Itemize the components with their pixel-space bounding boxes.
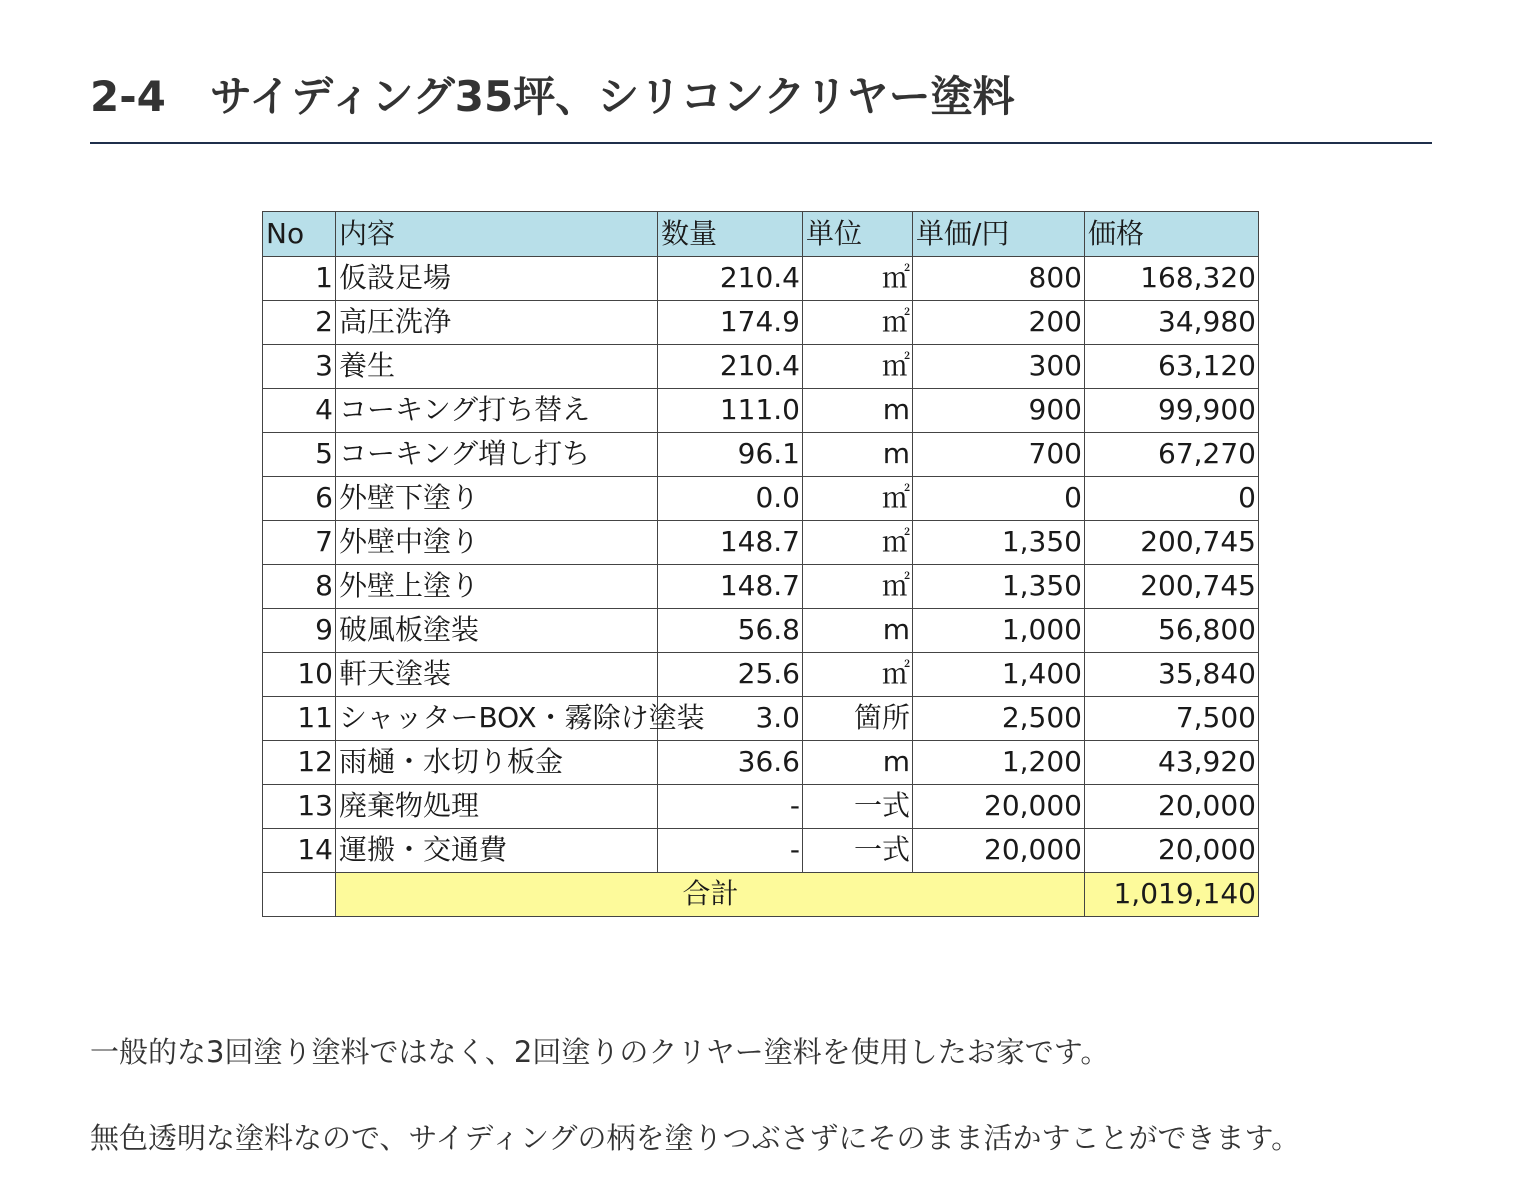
row-amount: 35,840 [1085,653,1259,697]
row-qty: 148.7 [658,565,803,609]
header-amount: 価格 [1085,212,1259,257]
table-row [263,301,1259,345]
row-unit-price: 0 [913,477,1085,521]
row-item: コーキング増し打ち [336,433,658,477]
row-qty: 56.8 [658,609,803,653]
row-qty: 174.9 [658,301,803,345]
row-amount: 200,745 [1085,521,1259,565]
row-qty: 96.1 [658,433,803,477]
row-item: 養生 [336,345,658,389]
row-unit: m [803,609,913,653]
row-unit: ㎡ [803,257,913,301]
table-row [263,565,1259,609]
row-unit-price: 200 [913,301,1085,345]
row-amount: 200,745 [1085,565,1259,609]
table-row [263,521,1259,565]
row-qty: 210.4 [658,345,803,389]
row-unit-price: 1,350 [913,565,1085,609]
row-qty: - [658,829,803,873]
table-row [263,653,1259,697]
row-item: コーキング打ち替え [336,389,658,433]
row-qty: 36.6 [658,741,803,785]
total-empty-cell [263,873,336,917]
table-row [263,609,1259,653]
row-item: 破風板塗装 [336,609,658,653]
row-no: 7 [263,521,336,565]
heading-number: 2-4 [90,72,166,121]
header-no: No [263,212,336,257]
row-unit-price: 700 [913,433,1085,477]
row-qty: 111.0 [658,389,803,433]
table-row [263,785,1259,829]
row-qty: - [658,785,803,829]
header-unit: 単位 [803,212,913,257]
table-row [263,477,1259,521]
estimate-table [262,211,1259,917]
row-item: 仮設足場 [336,257,658,301]
row-amount: 7,500 [1085,697,1259,741]
table-row [263,433,1259,477]
row-no: 2 [263,301,336,345]
row-unit-price: 1,000 [913,609,1085,653]
row-no: 8 [263,565,336,609]
row-unit: 一式 [803,785,913,829]
header-item: 内容 [336,212,658,257]
table-row [263,345,1259,389]
row-no: 14 [263,829,336,873]
row-item: 高圧洗浄 [336,301,658,345]
row-unit: ㎡ [803,521,913,565]
row-amount: 56,800 [1085,609,1259,653]
row-amount: 99,900 [1085,389,1259,433]
row-unit: m [803,741,913,785]
row-unit: 一式 [803,829,913,873]
row-item: 軒天塗装 [336,653,658,697]
row-qty: 148.7 [658,521,803,565]
row-no: 12 [263,741,336,785]
row-item: 廃棄物処理 [336,785,658,829]
estimate-table-image [262,211,1258,917]
row-item: 外壁中塗り [336,521,658,565]
row-amount: 20,000 [1085,785,1259,829]
row-unit: m [803,433,913,477]
row-unit-price: 20,000 [913,829,1085,873]
row-amount: 34,980 [1085,301,1259,345]
row-unit-price: 900 [913,389,1085,433]
row-no: 3 [263,345,336,389]
row-unit: ㎡ [803,301,913,345]
row-amount: 67,270 [1085,433,1259,477]
row-amount: 63,120 [1085,345,1259,389]
row-no: 1 [263,257,336,301]
row-amount: 0 [1085,477,1259,521]
paragraph-1: 一般的な3回塗り塗料ではなく、2回塗りのクリヤー塗料を使用したお家です。 [90,1035,1110,1069]
row-no: 9 [263,609,336,653]
row-no: 6 [263,477,336,521]
table-row [263,257,1259,301]
table-header-row [263,212,1259,257]
row-no: 4 [263,389,336,433]
table-row [263,829,1259,873]
row-item: 運搬・交通費 [336,829,658,873]
row-item: シャッターBOX・霧除け塗装 [336,697,658,741]
row-qty: 3.0 [658,697,803,741]
row-unit-price: 2,500 [913,697,1085,741]
heading-text [90,64,1015,124]
table-row [263,741,1259,785]
row-unit: m [803,389,913,433]
table-row [263,697,1259,741]
row-no: 11 [263,697,336,741]
row-no: 13 [263,785,336,829]
row-no: 5 [263,433,336,477]
row-unit-price: 1,200 [913,741,1085,785]
paragraph-2: 無色透明な塗料なので、サイディングの柄を塗りつぶさずにそのまま活かすことができます。 [90,1121,1301,1155]
row-unit-price: 300 [913,345,1085,389]
header-unit-price: 単価/円 [913,212,1085,257]
section-heading [90,58,1432,144]
row-unit-price: 20,000 [913,785,1085,829]
total-row [263,873,1259,917]
row-unit: 箇所 [803,697,913,741]
row-unit-price: 1,350 [913,521,1085,565]
total-label: 合計 [336,873,1085,917]
row-unit-price: 800 [913,257,1085,301]
row-unit: ㎡ [803,565,913,609]
row-amount: 20,000 [1085,829,1259,873]
row-item: 外壁上塗り [336,565,658,609]
row-unit: ㎡ [803,653,913,697]
row-unit: ㎡ [803,477,913,521]
row-no: 10 [263,653,336,697]
table-row [263,389,1259,433]
row-qty: 25.6 [658,653,803,697]
row-qty: 210.4 [658,257,803,301]
heading-title: サイディング35坪、シリコンクリヤー塗料 [209,72,1015,121]
header-qty: 数量 [658,212,803,257]
row-qty: 0.0 [658,477,803,521]
row-amount: 168,320 [1085,257,1259,301]
row-item: 雨樋・水切り板金 [336,741,658,785]
row-unit-price: 1,400 [913,653,1085,697]
row-item: 外壁下塗り [336,477,658,521]
total-value: 1,019,140 [1085,873,1259,917]
row-amount: 43,920 [1085,741,1259,785]
row-unit: ㎡ [803,345,913,389]
